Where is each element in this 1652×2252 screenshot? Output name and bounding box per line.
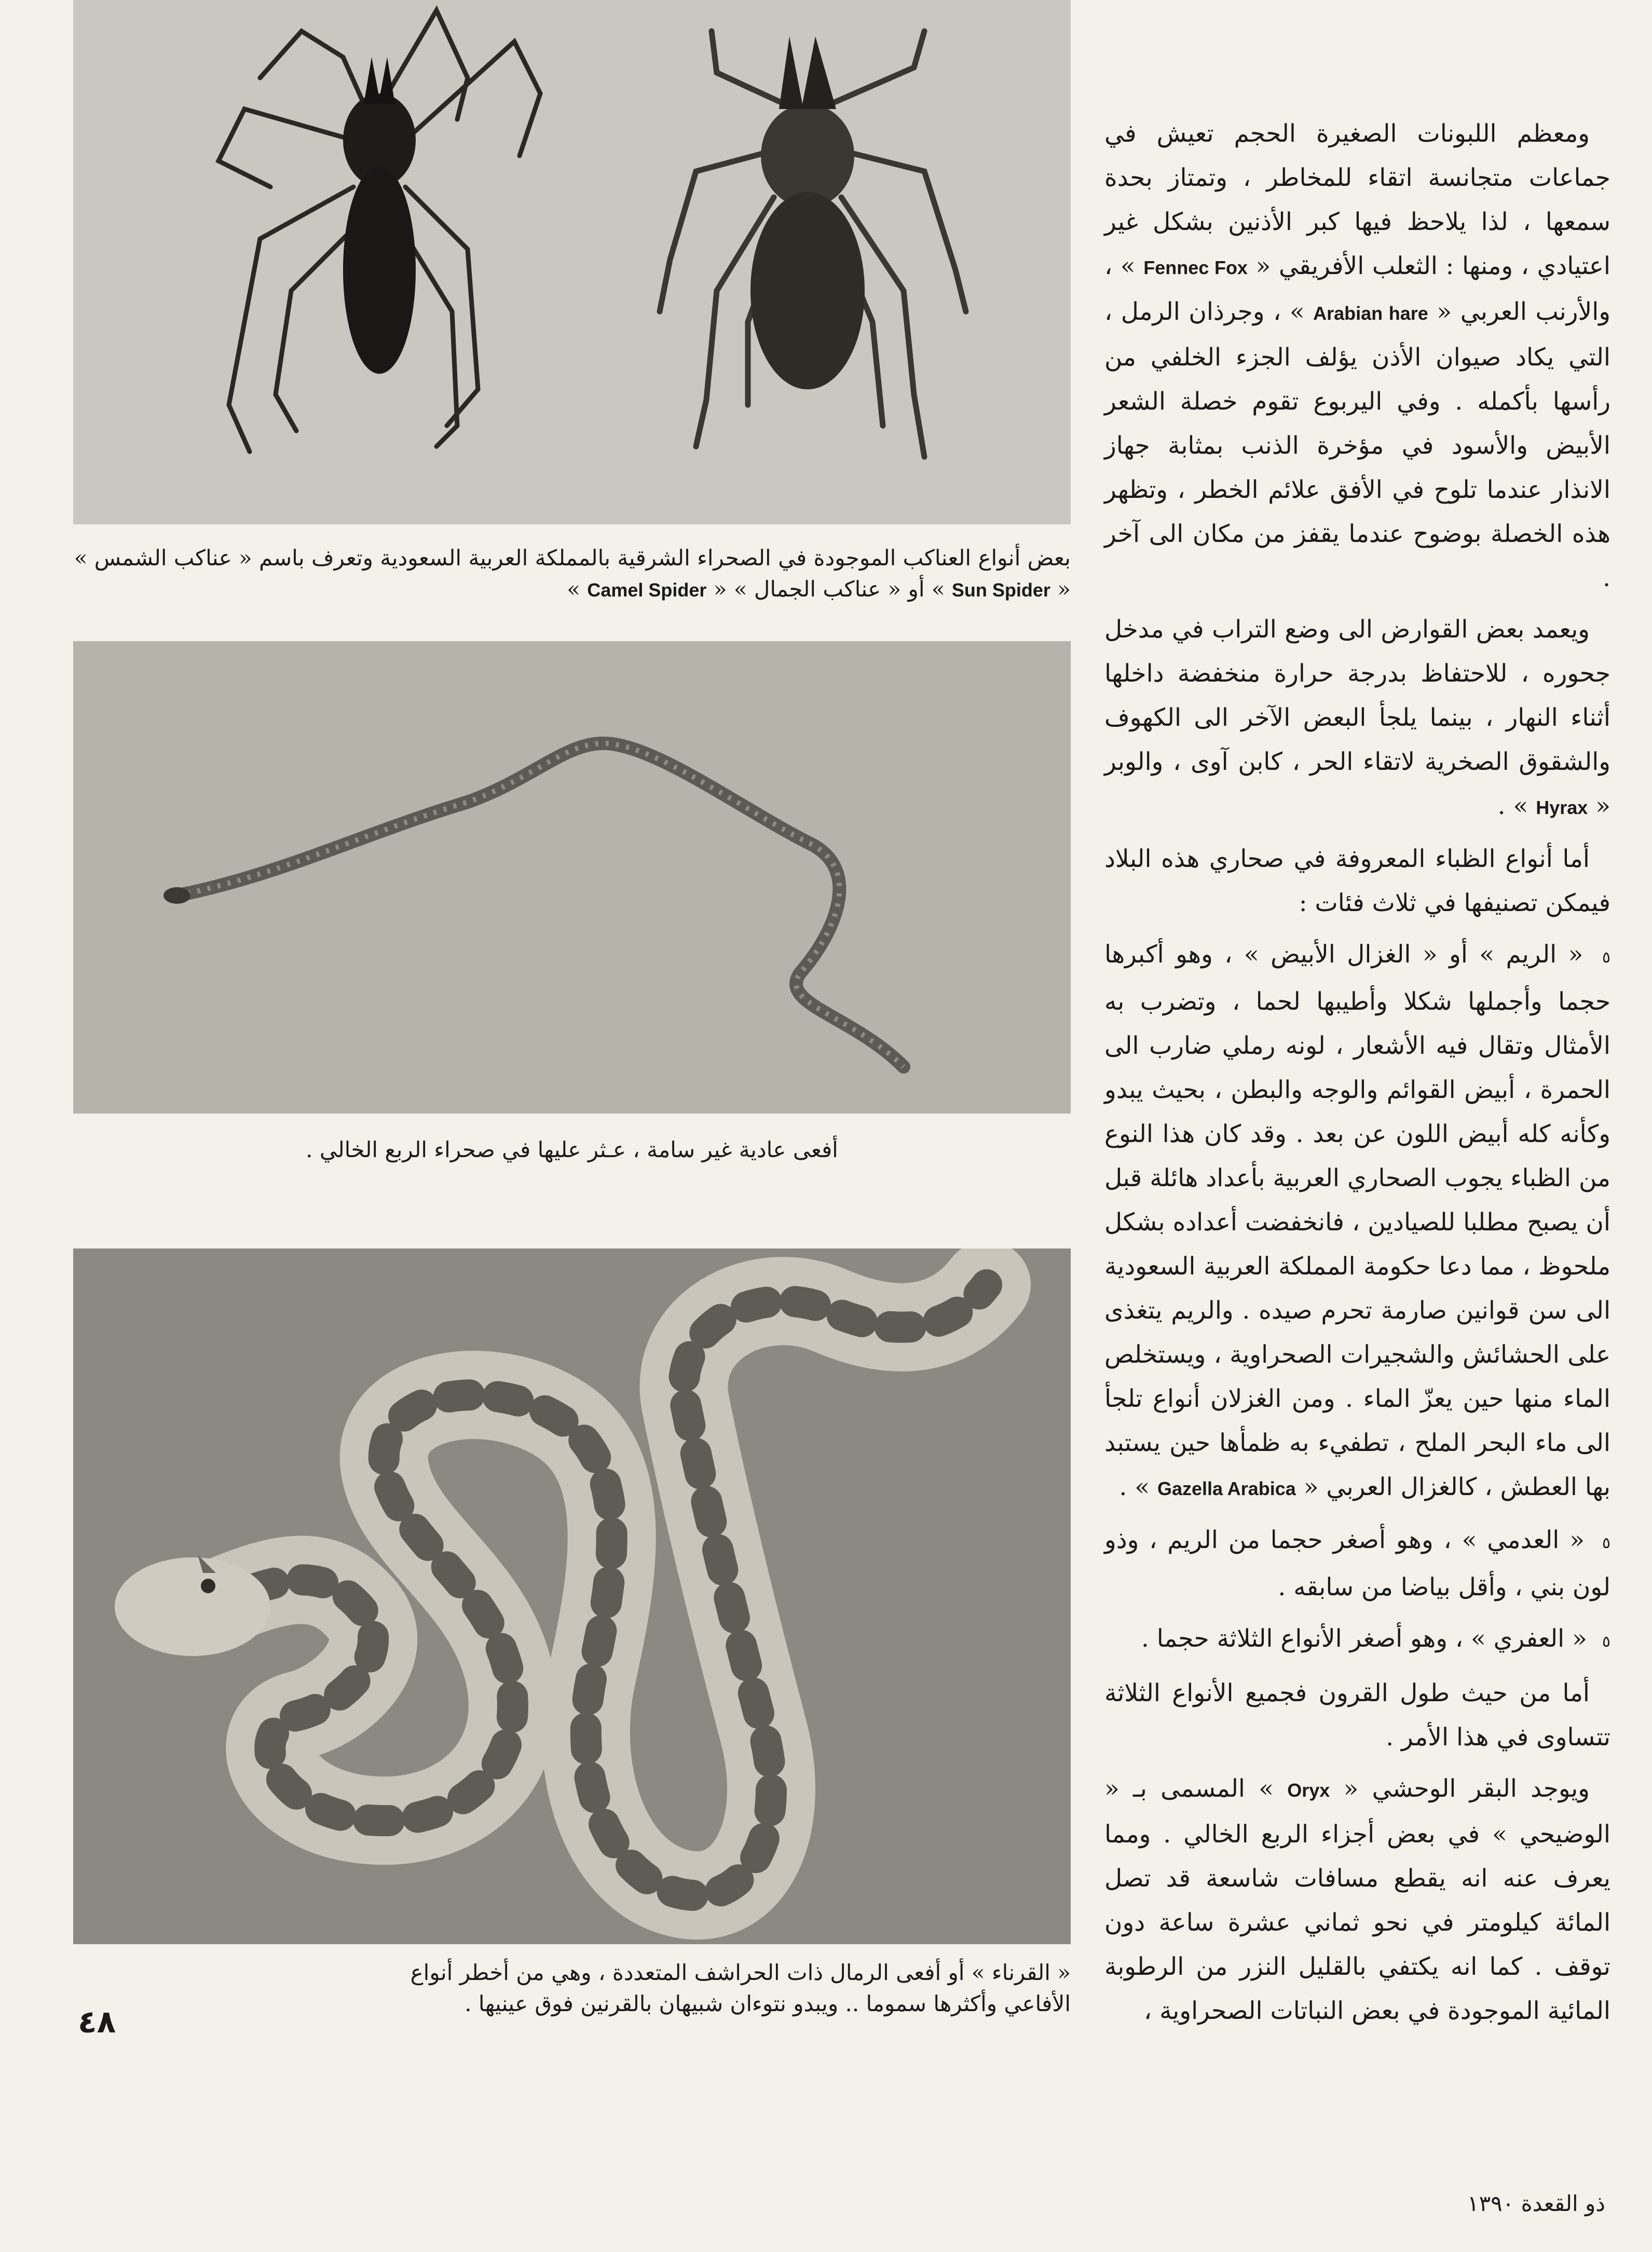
photo-camel-spiders [73,0,1071,524]
bullet-marker: ٥ [1602,1633,1610,1651]
caption-snake-text: أفعى عادية غير سامة ، عـثر عليها في صحراء الربع الخالي . [306,1137,838,1162]
list-item-reem: ٥ « الريم » أو « الغزال الأبيض » ، وهو أكبرها حجما وأجملها شكلا وأطيبها لحما ، وتضرب به الأمثال وتقال فيه الأشعار ، لونه رملي ضارب الى الحمرة ، أبيض القوائم والوجه والبطن ، بحيث يبدو وكأنه كله أبيض اللون عن بعد . وقد كان هذا النوع من الظباء يجوب الصحاري العربية بأعداد هائلة قبل أن يصبح مطلبا للصيادين ، فانخفضت أعداده بشكل ملحوظ ، مما دعا حكومة المملكة العربية السعودية الى سن قوانين صارمة تحرم صيده . والريم يتغذى على الحشائش والشجيرات الصحراوية ، ويستخلص الماء منها حين يعزّ الماء . ومن الغزلان أنواع تلجأ الى ماء البحر الملح ، تطفيء به ظمأها حين يستبد بها العطش ، كالغزال العربي « Gazella Arabica » . [1104,940,1610,1501]
latin-gazella-arabica: Gazella Arabica [1157,1478,1296,1499]
paragraph-oryx: ويوجد البقر الوحشي « Oryx » المسمى بـ « الوضيحي » في بعض أجزاء الربع الخالي . ومما يعرف عنه انه يقطع مسافات شاسعة قد تصل المائة كيلومتر في نحو ثماني عشرة ساعة دون توقف . كما انه يكتفي بالقليل النزر من الرطوبة المائية الموجودة في بعض النباتات الصحراوية ، [1104,1774,1610,2025]
page-number: ٤٨ [78,2004,116,2040]
photo-horned-viper [73,1249,1071,1944]
bullet-marker: ٥ [1602,948,1610,967]
list-item-adami: ٥ « العدمي » ، وهو أصغر حجما من الريم ، وذو لون بني ، وأقل بياضا من سابقه . [1104,1526,1610,1602]
latin-oryx: Oryx [1287,1780,1330,1801]
caption-spiders-line1: بعض أنواع العناكب الموجودة في الصحراء الشرقية بالمملكة العربية السعودية وتعرف باسم « عناكب الشمس » [74,545,1071,571]
paragraph-horns: أما من حيث طول القرون فجميع الأنواع الثلاثة تتساوى في هذا الأمر . [1104,1679,1610,1752]
caption-spiders-latin2: Camel Spider [587,579,707,601]
list-item-afri: ٥ « العفري » ، وهو أصغر الأنواع الثلاثة حجما . [1141,1624,1610,1653]
bullet-marker: ٥ [1602,1534,1610,1552]
caption-spiders-latin1: Sun Spider [951,579,1050,601]
latin-fennec-fox: Fennec Fox [1143,257,1248,278]
photo-non-venomous-snake [73,641,1071,1114]
latin-arabian-hare: Arabian hare [1313,303,1428,324]
caption-snake [73,1134,1071,1165]
caption-viper [136,1957,1071,2019]
paragraph-rodents: ويعمد بعض القوارض الى وضع التراب في مدخل جحوره ، للاحتفاظ بدرجة حرارة منخفضة داخلها أثناء النهار ، بينما يلجأ البعض الآخر الى الكهوف والشقوق الصخرية لاتقاء الحر ، كابن آوى ، والوبر « Hyrax » . [1104,615,1610,820]
paragraph-small-mammals: ومعظم اللبونات الصغيرة الحجم تعيش في جماعات متجانسة اتقاء للمخاطر ، وتمتاز بحدة سمعها ، لذا يلاحظ فيها كبر الأذنين بشكل غير اعتيادي ، ومنها : الثعلب الأفريقي « Fennec Fox » ، والأرنب العربي « Arabian hare » ، وجرذان الرمل ، التي يكاد صيوان الأذن يؤلف الجزء الخلفي من رأسها بأكمله . وفي اليربوع تقوم خصلة الشعر الأبيض والأسود في مؤخرة الذنب بمثابة جهاز الانذار عندما تلوح في الأفق علائم الخطر ، وتظهر هذه الخصلة بوضوح عندما يقفز من مكان الى آخر . [1104,119,1610,592]
viper-head [115,1557,270,1656]
paragraph-gazelles-intro: أما أنواع الظباء المعروفة في صحاري هذه البلاد فيمكن تصنيفها في ثلاث فئات : [1104,845,1610,917]
caption-spiders-line2: أو « عناكب الجمال » [733,576,925,602]
latin-hyrax: Hyrax [1536,797,1588,818]
caption-viper-line2: الأفاعي وأكثرها سموما .. ويبدو نتوءان شبيهان بالقرنين فوق عينيها . [465,1991,1071,2016]
article-column [1104,112,1610,2040]
caption-viper-line1: « القرناء » أو أفعى الرمال ذات الحراشف المتعددة ، وهي من أخطر أنواع [410,1960,1071,1985]
issue-date: ذو القعدة ١٣٩٠ [1467,2191,1605,2216]
caption-spiders: بعض أنواع العناكب الموجودة في الصحراء الشرقية بالمملكة العربية السعودية وتعرف باسم « عناكب الشمس » « Sun Spider » أو « عناكب الجمال » « Camel Spider » [74,545,1071,602]
